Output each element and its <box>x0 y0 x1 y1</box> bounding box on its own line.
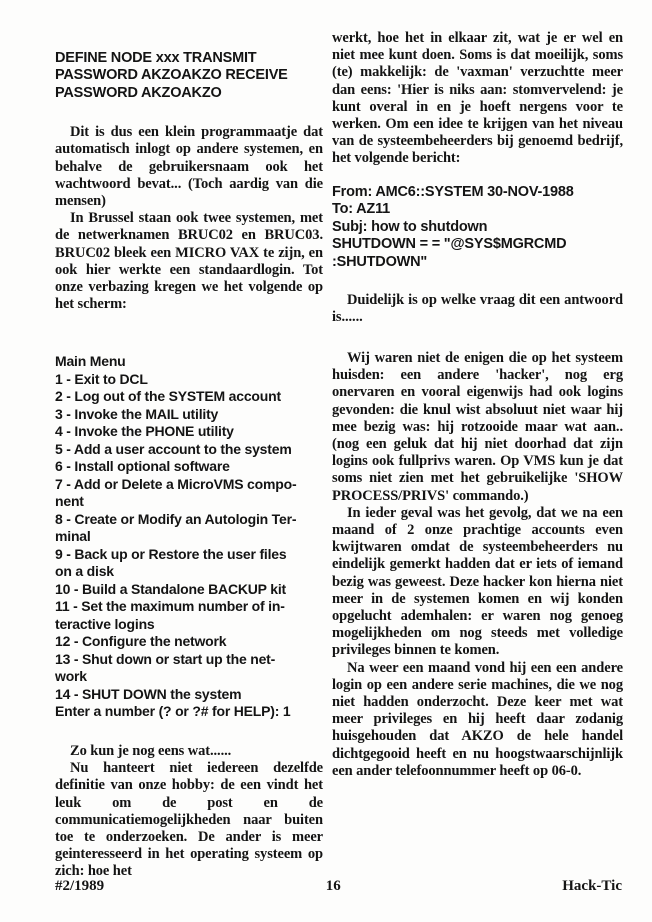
menu-item-line: 14 - SHUT DOWN the system <box>55 685 242 702</box>
menu-item-line: 10 - Build a Standalone BACKUP kit <box>55 580 286 597</box>
menu-item-line: 13 - Shut down or start up the net- <box>55 650 276 667</box>
paragraph-werkt: werkt, hoe het in elkaar zit, wat je er wel en niet mee kunt doen. Soms is dat moeilijk, soms (te) makkelijk: de 'vaxman' verzuchtte meer dan eens: 'Hier is niks aan: stomvervelend: je kunt overal in en je hoeft nergens voor te werken. Om een idee te krijgen van het niveau van de systeembeheerders bij genoemd bedrijf, het volgende bericht: <box>332 30 623 167</box>
menu-item-line: work <box>55 668 87 685</box>
code-line: To: AZ11 <box>332 201 391 218</box>
menu-item-line: 12 - Configure the network <box>55 633 227 650</box>
main-menu-listing <box>55 353 323 721</box>
menu-item-line: 9 - Back up or Restore the user files <box>55 545 287 562</box>
menu-item-line: 2 - Log out of the SYSTEM account <box>55 388 281 405</box>
menu-title: Main Menu <box>55 353 126 370</box>
menu-item-line: 5 - Add a user account to the system <box>55 440 292 457</box>
menu-item-line: 1 - Exit to DCL <box>55 370 148 387</box>
menu-prompt: Enter a number (? or ?# for HELP): 1 <box>55 703 291 720</box>
menu-item-line: on a disk <box>55 563 114 580</box>
menu-item-line: 7 - Add or Delete a MicroVMS compo- <box>55 475 297 492</box>
code-line: SHUTDOWN = = "@SYS$MGRCMD <box>332 236 567 253</box>
menu-item-line: 4 - Invoke the PHONE utility <box>55 423 234 440</box>
paragraph-zo-kun-je: Zo kun je nog eens wat...... <box>70 742 232 759</box>
menu-item-line: teractive logins <box>55 615 155 632</box>
menu-item-line: 11 - Set the maximum number of in- <box>55 598 285 615</box>
footer-magazine-name: Hack-Tic <box>562 878 622 894</box>
footer-page-number: 16 <box>325 878 341 894</box>
menu-item-line: 8 - Create or Modify an Autologin Ter- <box>55 510 297 527</box>
left-column <box>55 0 323 881</box>
page-footer <box>55 878 622 895</box>
paragraph-na-weer: Na weer een maand vond hij een een andere login op een andere serie machines, die we nog niet hadden onderzocht. Deze keer met wat meer privileges en hij heeft daar zodanig huisgehouden dat AKZO de hele handel dichtgegooid heeft en nu hoogstwaarschijnlijk een ander telefoonnummer heeft op 06-0. <box>332 659 623 779</box>
code-line: PASSWORD AKZOAKZO <box>55 84 222 101</box>
code-line: From: AMC6::SYSTEM 30-NOV-1988 <box>332 183 574 200</box>
code-line: :SHUTDOWN" <box>332 254 428 270</box>
right-column <box>332 0 623 780</box>
menu-item-line: minal <box>55 528 91 545</box>
code-line: Subj: how to shutdown <box>332 218 488 235</box>
paragraph-brussel: In Brussel staan ook twee systemen, met de netwerknamen BRUC02 en BRUC03. BRUC02 bleek een MICRO VAX te zijn, en ook hier werkte een standaardlogin. Tot onze verbazing kregen we het volgende op het scherm: <box>55 210 323 313</box>
paragraph-nu-hanteert: Nu hanteert niet iedereen dezelfde definitie van onze hobby: de een vindt het leuk om de post en de communicatiemogelijkheden naar buiten toe te onderzoeken. De ander is meer geinteresseerd in het operating systeem op zich: hoe het <box>55 760 323 880</box>
menu-items <box>55 371 323 704</box>
paragraph-wij-waren: Wij waren niet de enigen die op het systeem huisden: een andere 'hacker', nog erg onervaren en vooral eigenwijs had ook logins gevonden: die knul wist absoluut niet waar hij mee bezig was: hij rotzooide maar wat aan..(nog een geluk dat hij niet doorhad dat zijn logins ook fullprivs waren. Op VMS kun je dat soms niet zien met het gebruikelijke 'SHOW PROCESS/PRIVS' commando.) <box>332 350 623 504</box>
paragraph-programmaatje: Dit is dus een klein programmaatje dat automatisch inlogt op andere systemen, en behalve de gebruikersnaam ook het wachtwoord bevat... (Toch aardig van die mensen) <box>55 124 323 210</box>
paragraph-in-ieder-geval: In ieder geval was het gevolg, dat we na een maand of 2 onze prachtige accounts even kwijtwaren omdat de systeembeheerders nu eindelijk gemerkt hadden dat er iets of iemand bezig was geweest. Deze hacker kon hierna niet meer in de systemen komen en wij konden opgelucht ademhalen: er waren nog genoeg mogelijkheden om nog steeds met volledige privileges binnen te komen. <box>332 504 623 659</box>
code-line: DEFINE NODE xxx TRANSMIT <box>55 50 257 66</box>
menu-item-line: nent <box>55 493 84 510</box>
menu-item-line: 6 - Install optional software <box>55 458 230 475</box>
define-node-code-block <box>55 50 323 102</box>
menu-item-line: 3 - Invoke the MAIL utility <box>55 405 219 422</box>
code-line: PASSWORD AKZOAKZO RECEIVE <box>55 67 288 84</box>
mail-message-code-block <box>332 184 623 272</box>
paragraph-duidelijk: Duidelijk is op welke vraag dit een antwoord is...... <box>332 291 623 325</box>
footer-issue-number: #2/1989 <box>55 878 105 894</box>
